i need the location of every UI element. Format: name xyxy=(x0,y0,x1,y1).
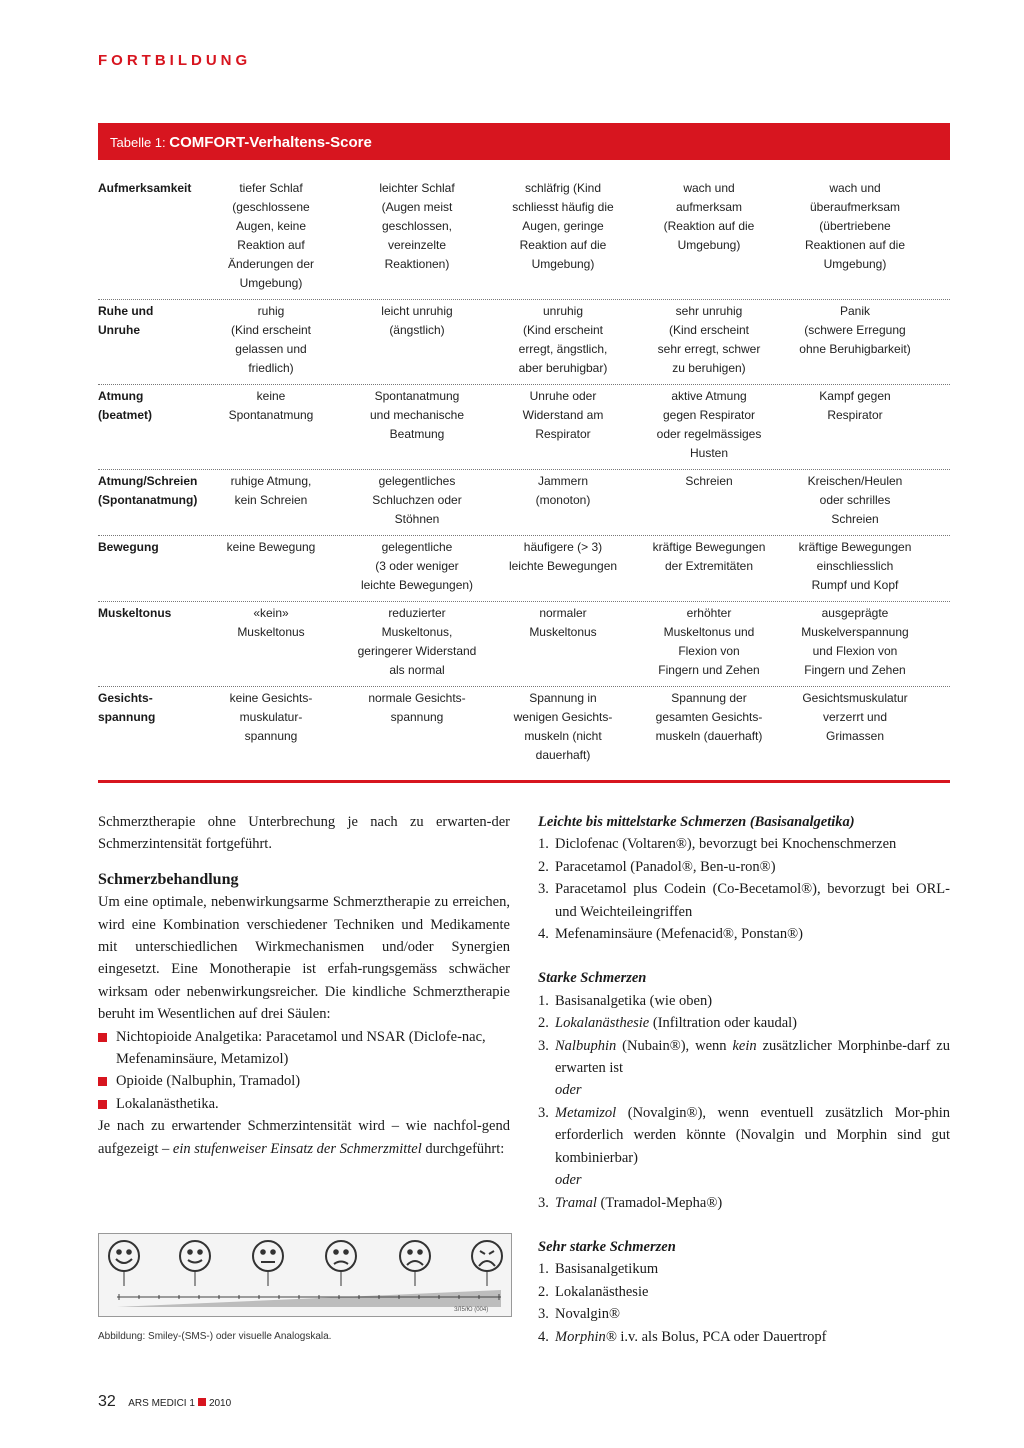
section-label: FORTBILDUNG xyxy=(98,52,252,69)
table-cell: kräftige Bewegungen einschliesslich Rumpf und Kopf xyxy=(798,540,912,592)
table-cell: leichter Schlaf (Augen meist geschlossen, vereinzelte Reaktionen) xyxy=(379,181,455,271)
figure-tick-note: ЗЛ5/Ю (004) xyxy=(454,1307,489,1313)
table-cell: wach und aufmerksam (Reaktion auf die Umgebung) xyxy=(663,181,755,252)
list-item: 3. Metamizol (Novalgin®), wenn eventuell zusätzlich Mor-phin erforderlich werden könnte (Novalgin und Morphin sind gut kombinierbar) xyxy=(538,1104,950,1166)
table-cell: aktive Atmung gegen Respirator oder regelmässiges Husten xyxy=(656,389,762,460)
table-row xyxy=(98,536,950,602)
table-cell: reduzierter Muskeltonus, geringerer Widerstand als normal xyxy=(357,606,477,677)
row-category: Atmung/Schreien (Spontanatmung) xyxy=(98,474,198,507)
magazine-name: ARS MEDICI 1 xyxy=(128,1398,195,1409)
table-cell: Panik (schwere Erregung ohne Beruhigbarkeit) xyxy=(799,304,911,356)
group-title-light: Leichte bis mittelstarke Schmerzen (Basisanalgetika) xyxy=(538,814,855,830)
list-item: 2. Lokalanästhesie xyxy=(538,1283,649,1300)
magazine-year: 2010 xyxy=(208,1398,232,1409)
list-item: 4. Morphin® i.v. als Bolus, PCA oder Dauertropf xyxy=(538,1328,827,1345)
table-cell: wach und überaufmerksam (übertriebene Reaktionen auf die Umgebung) xyxy=(804,181,906,271)
table-row xyxy=(98,602,950,687)
table-row xyxy=(98,687,950,771)
faces xyxy=(109,1241,502,1286)
list-item: 3. Nalbuphin (Nubain®), wenn kein zusätzlicher Morphinbe-darf zu erwarten ist xyxy=(538,1037,950,1077)
table-cell: ruhige Atmung, kein Schreien xyxy=(230,474,312,507)
list-item: 1. Basisanalgetika (wie oben) xyxy=(538,992,713,1009)
table-row xyxy=(98,300,950,385)
footer-square-icon xyxy=(198,1398,206,1406)
list-item: 1. Basisanalgetikum xyxy=(538,1261,659,1278)
figure-caption: Abbildung: Smiley-(SMS-) oder visuelle Analogskala. xyxy=(98,1331,332,1342)
table-cell: Unruhe oder Widerstand am Respirator xyxy=(522,389,604,441)
list-item: oder xyxy=(555,1172,582,1189)
right-column xyxy=(538,811,950,1348)
table-cell: gelegentliches Schluchzen oder Stöhnen xyxy=(372,474,462,526)
smiley-scale-figure xyxy=(98,1233,512,1317)
list-item: 4. Mefenaminsäure (Mefenacid®, Ponstan®) xyxy=(538,926,803,943)
list-item: oder xyxy=(555,1082,582,1099)
analog-wedge xyxy=(117,1290,501,1307)
list-item: 3. Tramal (Tramadol-Mepha®) xyxy=(538,1194,723,1211)
row-category: Atmung (beatmet) xyxy=(98,389,153,422)
table-cell: gelegentliche (3 oder weniger leichte Bewegungen) xyxy=(360,540,474,592)
list-item: 1. Diclofenac (Voltaren®), bevorzugt bei Knochenschmerzen xyxy=(538,836,897,853)
therapy-paragraph: Um eine optimale, nebenwirkungsarme Schmerztherapie zu erreichen, wird eine Kombination verschiedener Techniken und Medikamente mit unterschiedlichen Wirkmechanismen und/oder Synergien eingesetzt. Eine Monotherapie ist erfah-rungsgemäss schwächer wirksam oder nebenwirkungsreicher. Die kindliche Schmerztherapie beruht im Wesentlichen auf drei Säulen: xyxy=(98,894,510,1023)
list-item: Nichtopioide Analgetika: Paracetamol und NSAR (Diclofe-nac, Mefenaminsäure, Metamizol) xyxy=(98,1026,510,1071)
table-cell: Spannung in wenigen Gesichts- muskeln (nicht dauerhaft) xyxy=(513,691,613,762)
table-cell: Spannung der gesamten Gesichts- muskeln (dauerhaft) xyxy=(655,691,763,743)
neutral-face-icon xyxy=(253,1241,283,1286)
table-cell: keine Bewegung xyxy=(226,540,316,554)
table-row xyxy=(98,177,950,300)
smile-face-icon xyxy=(180,1241,210,1286)
table-cell: schläfrig (Kind schliesst häufig die Augen, geringe Reaktion auf die Umgebung) xyxy=(512,181,614,271)
table-cell: Spontanatmung und mechanische Beatmung xyxy=(369,389,465,441)
table-cell: Kreischen/Heulen oder schrilles Schreien xyxy=(807,474,903,526)
table-cell: Kampf gegen Respirator xyxy=(819,389,891,422)
light-pain-list xyxy=(538,833,950,945)
list-item: 2. Paracetamol (Panadol®, Ben-u-ron®) xyxy=(538,858,776,875)
table-cell: Schreien xyxy=(685,474,733,488)
sad-face-icon xyxy=(326,1241,356,1286)
table-cell: unruhig (Kind erscheint erregt, ängstlich, aber beruhigbar) xyxy=(518,304,608,375)
stepwise-paragraph: Je nach zu erwartender Schmerzintensität wird – wie nachfol-gend aufgezeigt – ein stufenweiser Einsatz der Schmerzmittel durchgeführt: xyxy=(98,1118,510,1157)
page-number: 32 xyxy=(98,1393,116,1410)
bullet-square-icon xyxy=(98,1077,107,1086)
list-item: 2. Lokalanästhesie (Infiltration oder kaudal) xyxy=(538,1015,798,1032)
table-cell: normale Gesichts- spannung xyxy=(368,691,466,724)
comfort-score-table xyxy=(98,177,950,771)
group-title-strong: Starke Schmerzen xyxy=(538,970,647,987)
happy-face-icon xyxy=(109,1241,139,1286)
table-cell: Jammern (monoton) xyxy=(535,474,591,507)
table-bottom-rule xyxy=(98,780,950,783)
intro-paragraph: Schmerztherapie ohne Unterbrechung je nach zu erwarten-der Schmerzintensität fortgeführt. xyxy=(98,814,510,853)
row-category: Aufmerksamkeit xyxy=(98,181,192,195)
page-footer xyxy=(98,1393,231,1411)
table-cell: erhöhter Muskeltonus und Flexion von Fingern und Zehen xyxy=(658,606,760,677)
table-cell: häufigere (> 3) leichte Bewegungen xyxy=(508,540,618,573)
group-title-very-strong: Sehr starke Schmerzen xyxy=(538,1238,676,1255)
table-cell: kräftige Bewegungen der Extremitäten xyxy=(652,540,766,573)
bullet-square-icon xyxy=(98,1033,107,1042)
row-category: Bewegung xyxy=(98,540,159,554)
section-heading: Schmerzbehandlung xyxy=(98,870,239,888)
table-cell: tiefer Schlaf (geschlossene Augen, keine Reaktion auf Änderungen der Umgebung) xyxy=(227,181,315,290)
row-category: Gesichts- spannung xyxy=(98,691,156,724)
row-category: Muskeltonus xyxy=(98,606,172,620)
list-item: Opioide (Nalbuphin, Tramadol) xyxy=(98,1070,510,1092)
table-row xyxy=(98,470,950,536)
table-label: Tabelle 1: xyxy=(110,135,166,150)
table-row xyxy=(98,385,950,470)
left-column xyxy=(98,811,510,1160)
table-cell: Gesichtsmuskulatur verzerrt und Grimassen xyxy=(802,691,908,743)
table-title: COMFORT-Verhaltens-Score xyxy=(169,134,372,151)
bullet-square-icon xyxy=(98,1100,107,1109)
row-category: Ruhe und Unruhe xyxy=(98,304,154,337)
table-cell: «kein» Muskeltonus xyxy=(237,606,305,639)
list-item: Lokalanästhetika. xyxy=(98,1093,510,1115)
smiley-scale-svg xyxy=(99,1234,511,1316)
table-banner xyxy=(98,123,950,160)
table-cell: keine Spontanatmung xyxy=(228,389,314,422)
table-cell: ausgeprägte Muskelverspannung und Flexion von Fingern und Zehen xyxy=(801,606,909,677)
table-cell: leicht unruhig (ängstlich) xyxy=(381,304,453,337)
table-cell: ruhig (Kind erscheint gelassen und friedlich) xyxy=(230,304,312,375)
unhappy-face-icon xyxy=(400,1241,430,1286)
table-cell: normaler Muskeltonus xyxy=(529,606,597,639)
crying-face-icon xyxy=(472,1241,502,1286)
table-cell: keine Gesichts- muskulatur- spannung xyxy=(229,691,313,743)
list-item: 3. Paracetamol plus Codein (Co-Becetamol®), bevorzugt bei ORL- und Weichteileingriffen xyxy=(538,881,950,920)
list-item: 3. Novalgin® xyxy=(538,1306,620,1323)
table-cell: sehr unruhig (Kind erscheint sehr erregt, schwer zu beruhigen) xyxy=(657,304,761,375)
